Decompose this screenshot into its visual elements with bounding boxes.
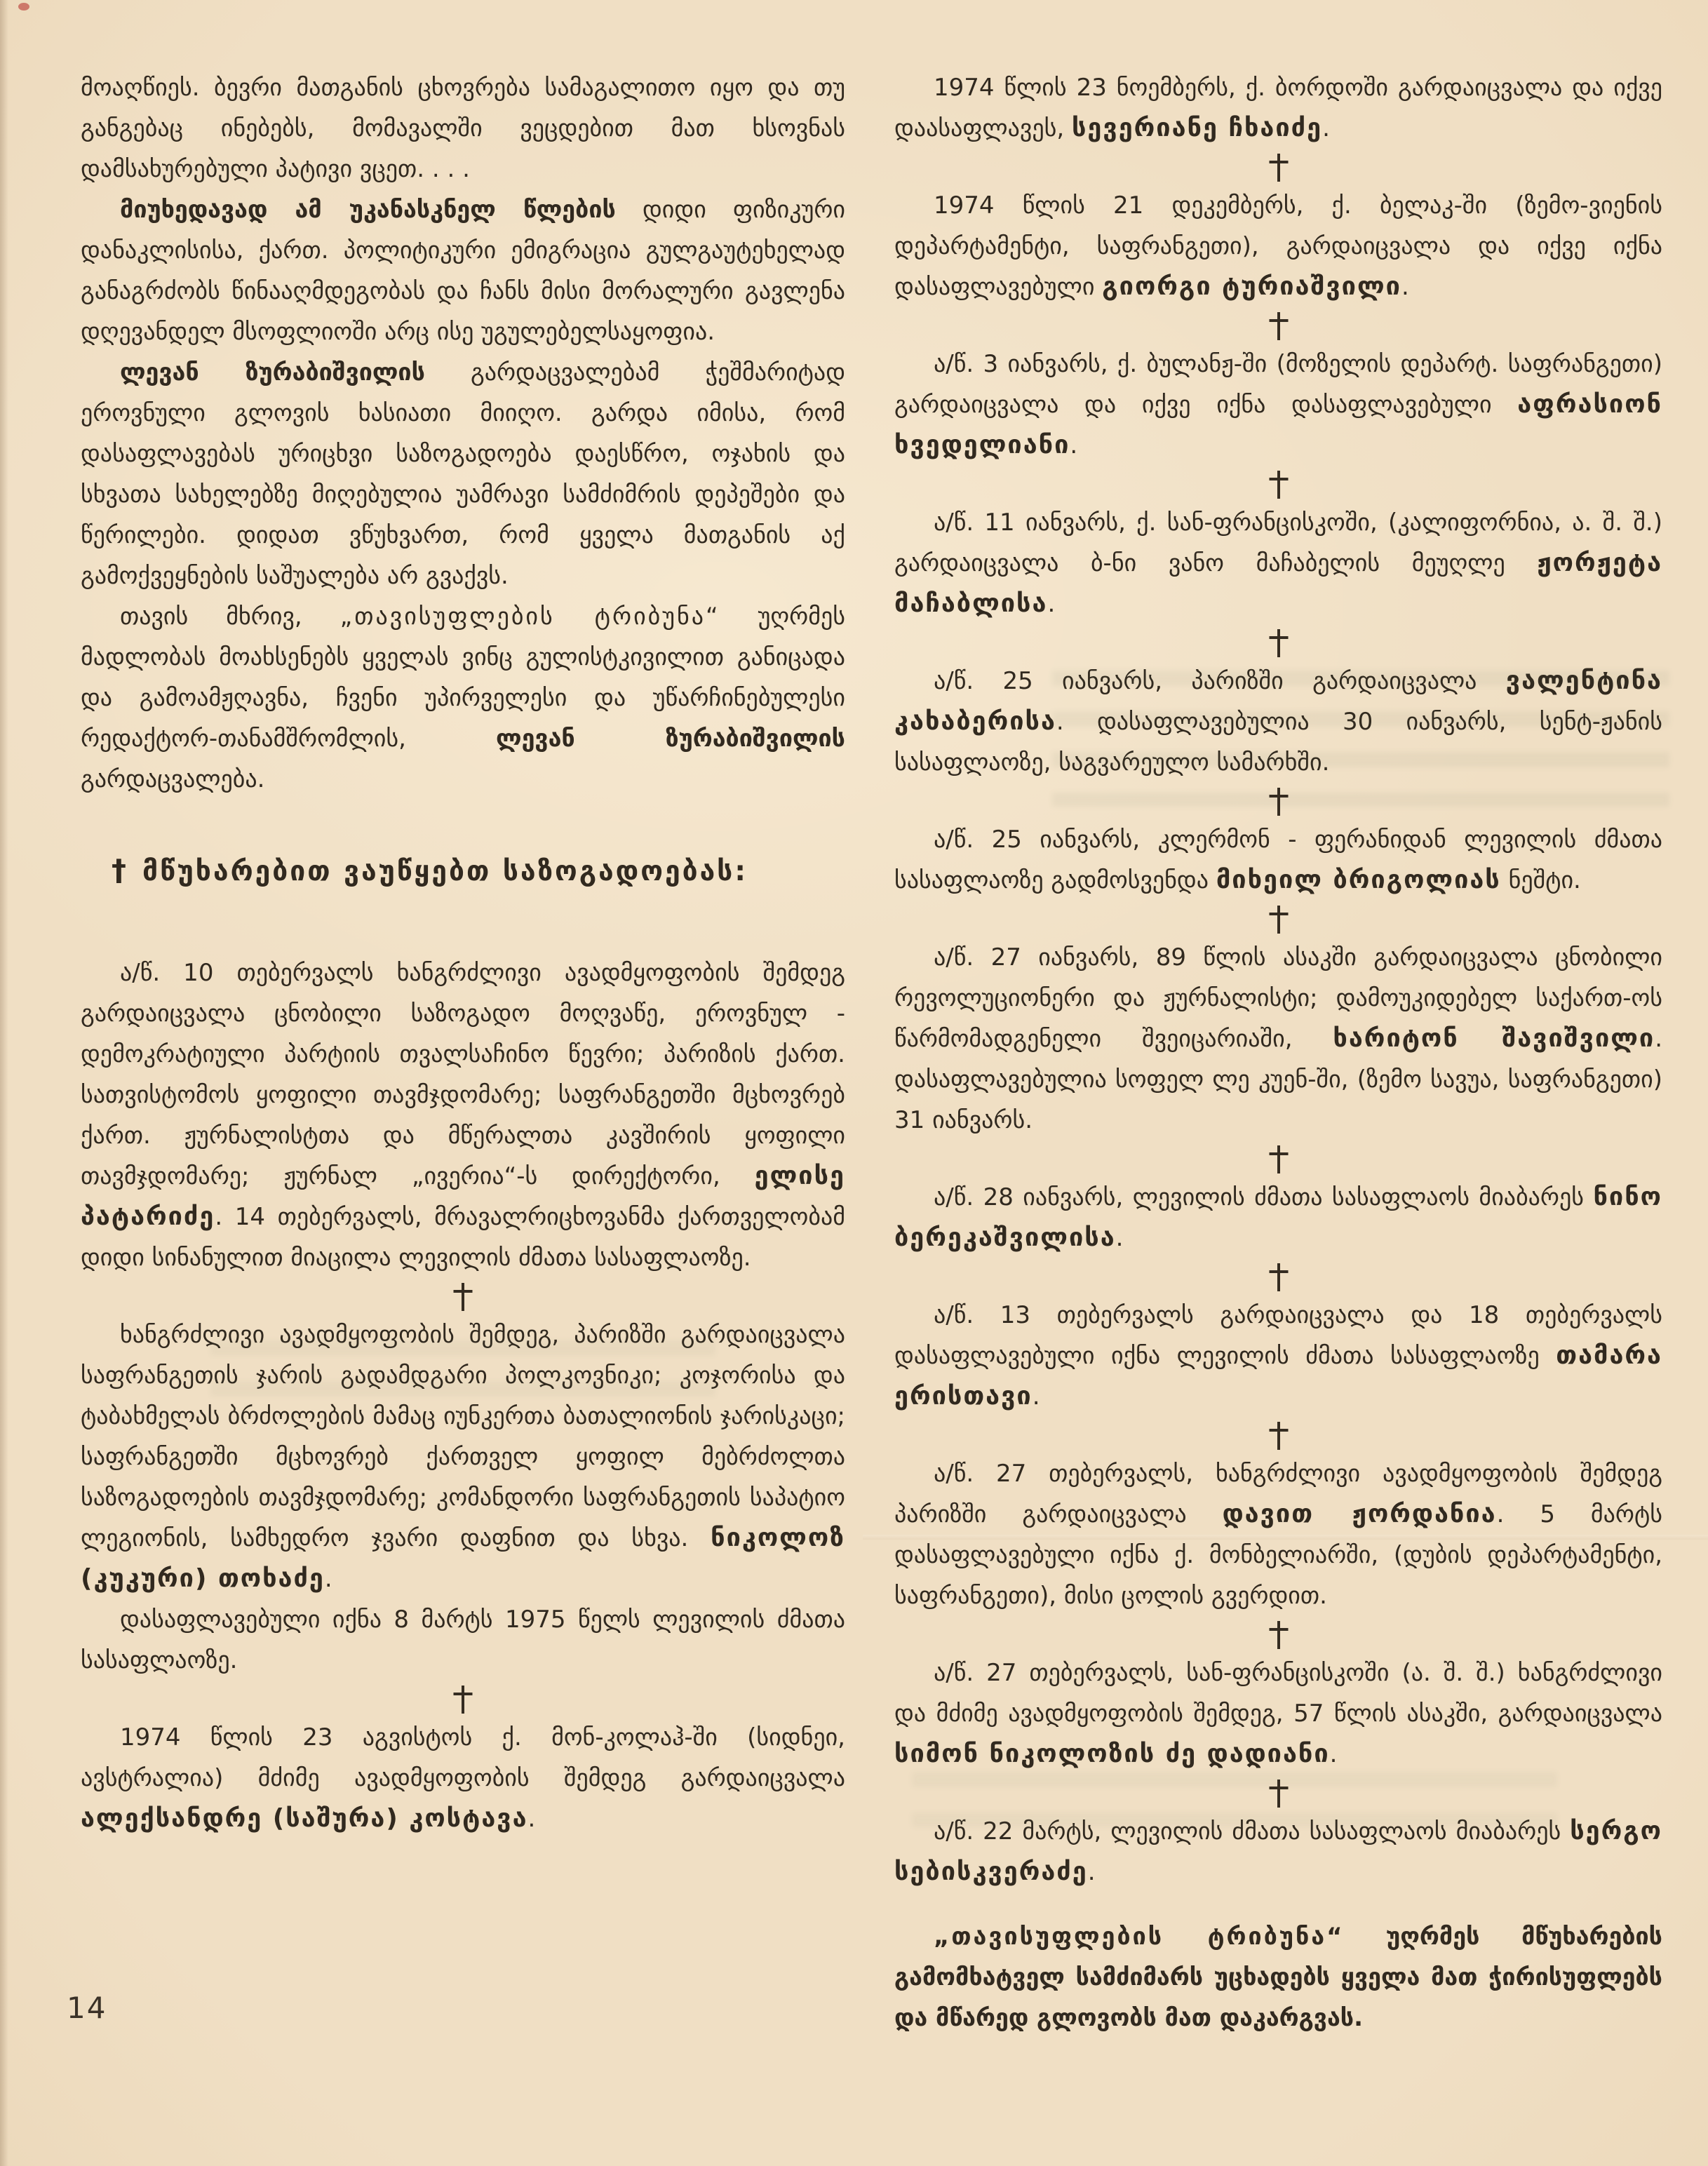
body-text: თავის მხრივ, bbox=[120, 603, 340, 631]
entry-text: ა/წ. 13 თებერვალს გარდაიცვალა და 18 თებერვალს დასაფლავებული იქნა ლევილის ძმათა სასაფლაოზე bbox=[894, 1301, 1662, 1370]
entry-text: 1974 წლის 23 აგვისტოს ქ. მონ-კოლაჰ-ში (სიდნეი, ავსტრალია) მძიმე ავადმყოფობის შემდეგ გარდაიცვალა bbox=[81, 1723, 845, 1792]
intro-paragraph bbox=[81, 596, 845, 800]
deceased-name: ლევან ზურაბიშვილის bbox=[120, 358, 425, 386]
entry-text: ა/წ. 28 იანვარს, ლევილის ძმათა სასაფლაოს მიაბარეს bbox=[934, 1183, 1594, 1211]
journal-title: „თავისუფლების ტრიბუნა“ bbox=[339, 603, 720, 631]
deceased-name: ვალენტინა კახაბერისა bbox=[894, 666, 1662, 736]
obituary-entry bbox=[894, 819, 1662, 901]
emphasized-text: მიუხედავად ამ უკანასკნელ წლების bbox=[120, 196, 616, 224]
deceased-name: ელისე პატარიძე bbox=[81, 1162, 845, 1231]
cross-divider-icon bbox=[894, 1422, 1662, 1450]
cross-icon: † bbox=[112, 853, 128, 887]
obituary-entry bbox=[894, 502, 1662, 624]
deceased-name: აფრასიონ ხვედელიანი bbox=[894, 390, 1662, 459]
cross-divider-icon bbox=[894, 471, 1662, 499]
entry-text: 1974 წლის 21 დეკემბერს, ქ. ბელაკ-ში (ზემო-ვიენის დეპარტამენტი, საფრანგეთი), გარდაიცვალა და იქვე იქნა დასაფლავებული bbox=[894, 191, 1662, 301]
entry-text: ა/წ. 25 იანვარს, პარიზში გარდაიცვალა bbox=[934, 667, 1506, 695]
cross-divider-icon bbox=[894, 154, 1662, 182]
obituary-entry bbox=[894, 67, 1662, 149]
body-text: გარდაცვალება. bbox=[81, 765, 265, 793]
intro-paragraph bbox=[81, 67, 845, 189]
reverse-side-bleedthrough bbox=[210, 1329, 715, 1420]
entry-text: . bbox=[527, 1805, 536, 1833]
obituary-entry bbox=[894, 1177, 1662, 1258]
deceased-name: ნიკოლოზ (კუკური) თოხაძე bbox=[81, 1523, 845, 1593]
cross-divider-icon bbox=[894, 1621, 1662, 1649]
entry-text: ა/წ. 27 იანვარს, 89 წლის ასაკში გარდაიცვალა ცნობილი რევოლუციონერი და ჟურნალისტი; დამოუკიდებელ საქართ-ოს წარმომადგენელი შვეიცარიაში, bbox=[894, 943, 1662, 1053]
section-heading bbox=[81, 850, 845, 892]
entry-text: ა/წ. 10 თებერვალს ხანგრძლივი ავადმყოფობის შემდეგ გარდაიცვალა ცნობილი საზოგადო მოღვაწე, ეროვნულ - დემოკრატიული პარტიის თვალსაჩინო წევრი; პარიზის ქართ. სათვისტომოს ყოფილი თავმჯდომარე; საფრანგეთში მცხოვრებ ქართ. ჟურნალისტთა და მწერალთა კავშირის ყოფილი თავმჯდომარე; ჟურნალ „ივერია“-ს დირექტორი, bbox=[81, 959, 845, 1190]
cross-divider-icon bbox=[894, 629, 1662, 657]
reverse-side-bleedthrough bbox=[1052, 659, 1669, 807]
entry-text: . bbox=[1070, 431, 1078, 459]
entry-text: . bbox=[1115, 1224, 1124, 1252]
left-column bbox=[81, 67, 845, 2038]
closing-text: უღრმეს მწუხარების გამომხატველ სამძიმარს უცხადებს ყველა მათ ჭირისუფლებს და მწარედ გლოვობს მათ დაკარგვას. bbox=[894, 1923, 1662, 2032]
obituary-entry bbox=[81, 953, 845, 1278]
scan-edge-shadow bbox=[0, 0, 8, 2166]
deceased-name: თამარა ერისთავი bbox=[894, 1341, 1662, 1411]
deceased-name: ალექსანდრე (საშურა) კოსტავა bbox=[81, 1804, 528, 1833]
deceased-name: გიორგი ტურიაშვილი bbox=[1102, 272, 1401, 301]
entry-text: . bbox=[1322, 114, 1330, 142]
entry-text: . დასაფლავებულია სოფელ ლე კუენ-ში, (ზემო სავუა, საფრანგეთი) 31 იანვარს. bbox=[894, 1025, 1663, 1134]
cross-divider-icon bbox=[894, 788, 1662, 816]
entry-text: ა/წ. 27 თებერვალს, სან-ფრანცისკოში (ა. შ. შ.) ხანგრძლივი და მძიმე ავადმყოფობის შემდეგ, 57 წლის ასაკში, გარდაიცვალა bbox=[894, 1659, 1662, 1728]
obituary-entry bbox=[894, 937, 1662, 1141]
journal-title: „თავისუფლების ტრიბუნა“ bbox=[934, 1923, 1345, 1951]
deceased-name: ჟორჟეტა მაჩაბლისა bbox=[894, 549, 1662, 618]
paper-crease bbox=[863, 1535, 1708, 1540]
cross-divider-icon bbox=[81, 1686, 845, 1714]
entry-text: ა/წ. 22 მარტს, ლევილის ძმათა სასაფლაოს მიაბარეს bbox=[934, 1817, 1571, 1845]
cross-divider-icon bbox=[894, 312, 1662, 340]
cross-divider-icon bbox=[81, 1283, 845, 1311]
entry-text: ა/წ. 3 იანვარს, ქ. ბულანჟ-ში (მოზელის დეპარტ. საფრანგეთი) გარდაიცვალა და იქვე იქნა დასაფლავებული bbox=[894, 350, 1662, 419]
entry-text: . დასაფლავებულია 30 იანვარს, სენტ-ჟანის სასაფლაოზე, საგვარეულო სამარხში. bbox=[894, 708, 1662, 776]
entry-text: . bbox=[1047, 590, 1056, 618]
cross-divider-icon bbox=[894, 1145, 1662, 1173]
page-number: 14 bbox=[67, 1991, 107, 2025]
deceased-name: სევერიანე ჩხაიძე bbox=[1071, 114, 1323, 142]
intro-paragraph bbox=[81, 352, 845, 596]
entry-text: ხანგრძლივი ავადმყოფობის შემდეგ, პარიზში გარდაიცვალა საფრანგეთის ჯარის გადამდგარი პოლკოვნიკი; კოჯორისა და ტაბახმელას ბრძოლების მამაც იუნკერთა ბათალიონის ჯარისკაცი; საფრანგეთში მცხოვრებ ქართველ ყოფილ მებრძოლთა საზოგადოების თავმჯდომარე; კომანდორი საფრანგეთის საპატიო ლეგიონის, სამხედრო ჯვარი დაფნით და სხვა. bbox=[81, 1321, 845, 1552]
entry-text: ა/წ. 11 იანვარს, ქ. სან-ფრანცისკოში, (კალიფორნია, ა. შ. შ.) გარდაიცვალა ბ-ნი ვანო მაჩაბელის მეუღლე bbox=[894, 509, 1662, 577]
red-ink-speck bbox=[18, 3, 29, 11]
deceased-name: ლევან ზურაბიშვილის bbox=[496, 725, 845, 753]
burial-note bbox=[81, 1599, 845, 1681]
entry-text: ა/წ. 25 იანვარს, კლერმონ - ფერანიდან ლევილის ძმათა სასაფლაოზე გადმოსვენდა bbox=[894, 826, 1662, 894]
right-column bbox=[894, 67, 1662, 2038]
deceased-name: ხარიტონ შავიშვილი bbox=[1333, 1024, 1655, 1053]
cross-divider-icon bbox=[894, 1780, 1662, 1808]
obituary-entry bbox=[894, 1295, 1662, 1417]
intro-paragraph bbox=[81, 189, 845, 352]
body-text: გარდაცვალებამ ჭეშმარიტად ეროვნული გლოვის ხასიათი მიიღო. გარდა იმისა, რომ დასაფლავებას ურიცხვი საზოგადოება დაესწრო, ოჯახის და სხვათა სახელებზე მიღებულია უამრავი სამძიმრის დეპეშები და წერილები. დიდათ ვწუხვართ, რომ ყველა მათგანის აქ გამოქვეყნების საშუალება არ გვაქვს. bbox=[81, 358, 846, 590]
obituary-entry bbox=[81, 1717, 845, 1839]
body-text: უღრმეს მადლობას მოახსენებს ყველას ვინც გულისტკივილით განიცადა და გამოამჟღავნა, ჩვენი უპირველესი და უწარჩინებულესი რედაქტორ-თანამშრომლის, bbox=[81, 603, 846, 753]
deceased-name: სერგო სებისკვერაძე bbox=[894, 1817, 1662, 1886]
entry-text: დასაფლავებული იქნა 8 მარტს 1975 წელს ლევილის ძმათა სასაფლაოზე. bbox=[81, 1606, 845, 1674]
entry-text: . bbox=[1087, 1858, 1096, 1886]
deceased-name: დავით ჟორდანია bbox=[1222, 1500, 1497, 1528]
deceased-name: სიმონ ნიკოლოზის ძე დადიანი bbox=[894, 1740, 1330, 1768]
entry-text: . 5 მარტს დასაფლავებული იქნა ქ. მონბელიარში, (დუბის დეპარტამენტი, საფრანგეთი), მისი ცოლის გვერდით. bbox=[894, 1500, 1663, 1610]
body-text: დიდი ფიზიკური დანაკლისისა, ქართ. პოლიტიკური ემიგრაცია გულგაუტეხელად განაგრძობს წინააღმდეგობას და ჩანს მისი მორალური გავლენა დღევანდელ მსოფლიოში არც ისე უგულებელსაყოფია. bbox=[81, 196, 845, 346]
closing-statement bbox=[894, 1916, 1662, 2038]
entry-text: . bbox=[1401, 273, 1409, 301]
obituary-entry bbox=[894, 185, 1662, 307]
entry-text: . bbox=[324, 1565, 332, 1593]
entry-text: . 14 თებერვალს, მრავალრიცხოვანმა ქართველობამ დიდი სინანულით მიაცილა ლევილის ძმათა სასაფლაოზე. bbox=[81, 1203, 845, 1272]
cross-divider-icon bbox=[894, 906, 1662, 934]
obituary-entry bbox=[894, 344, 1662, 466]
obituary-entry bbox=[894, 1653, 1662, 1775]
entry-text: ნეშტი. bbox=[1500, 866, 1581, 894]
entry-text: . bbox=[1329, 1740, 1338, 1768]
entry-text: ა/წ. 27 თებერვალს, ხანგრძლივი ავადმყოფობის შემდეგ პარიზში გარდაიცვალა bbox=[894, 1460, 1662, 1528]
deceased-name: ნინო ბერეკაშვილისა bbox=[894, 1183, 1662, 1252]
section-heading-text: მწუხარებით ვაუწყებთ საზოგადოებას: bbox=[142, 856, 748, 887]
body-text: მოაღწიეს. ბევრი მათგანის ცხოვრება სამაგალითო იყო და თუ განგებაც ინებებს, მომავალში ვეცდებით მათ ხსოვნას დამსახურებული პატივი ვცეთ. . . . bbox=[81, 74, 845, 183]
entry-text: 1974 წლის 23 ნოემბერს, ქ. ბორდოში გარდაიცვალა და იქვე დაასაფლავეს, bbox=[894, 74, 1662, 142]
deceased-name: მიხეილ ბრიგოლიას bbox=[1216, 866, 1501, 894]
cross-divider-icon bbox=[894, 1263, 1662, 1291]
entry-text: . bbox=[1032, 1383, 1040, 1411]
